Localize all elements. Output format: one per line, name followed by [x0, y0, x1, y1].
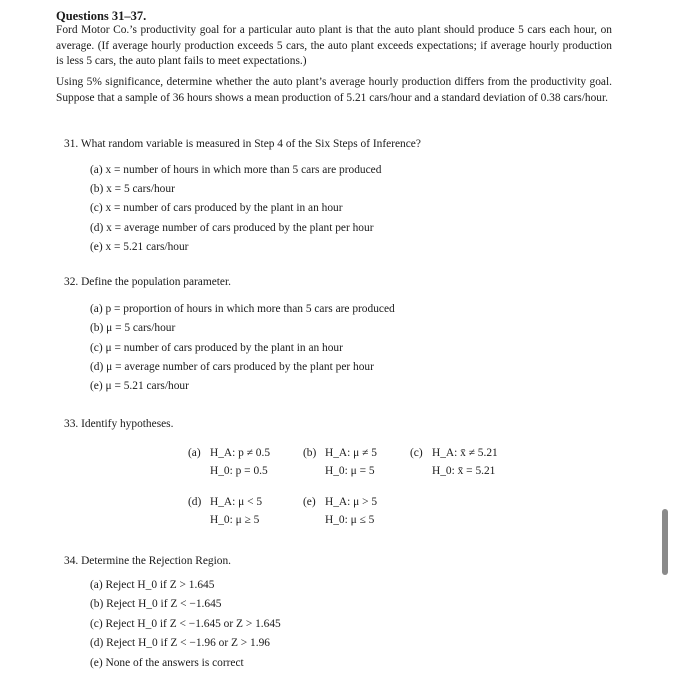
q34-option-c[interactable]: (c) Reject H_0 if Z < −1.645 or Z > 1.645: [90, 618, 281, 630]
q33-option-c-label: (c): [410, 447, 423, 459]
q33-option-e-h0: H_0: μ ≤ 5: [325, 514, 375, 526]
q32-option-d[interactable]: (d) μ = average number of cars produced by the plant per hour: [90, 361, 374, 373]
q31-option-a[interactable]: (a) x = number of hours in which more than 5 cars are produced: [90, 164, 382, 176]
section-heading: Questions 31–37.: [56, 9, 147, 23]
q33-option-b-ha: H_A: μ ≠ 5: [325, 447, 377, 459]
q33-option-d-ha: H_A: μ < 5: [210, 496, 263, 508]
q33-option-a-h0: H_0: p = 0.5: [210, 465, 268, 477]
q33-option-c-h0: H_0: x̄ = 5.21: [432, 465, 496, 477]
q33-option-d-label: (d): [188, 496, 202, 508]
q33-option-a[interactable]: [188, 444, 270, 480]
q33-option-b-h0: H_0: μ = 5: [325, 465, 375, 477]
intro-paragraph-2: Using 5% significance, determine whether the auto plant’s average hourly production differs from the productivity goal. Suppose that a sample of 36 hours shows a mean production of 5.21 cars/hour and a standard deviation of 0.38 cars/hour.: [56, 76, 612, 104]
q33-option-e[interactable]: [303, 493, 377, 529]
question-34-prompt: 34. Determine the Rejection Region.: [64, 555, 232, 567]
q34-option-d[interactable]: (d) Reject H_0 if Z < −1.96 or Z > 1.96: [90, 637, 270, 649]
q31-option-b[interactable]: (b) x = 5 cars/hour: [90, 183, 175, 195]
q33-option-e-label: (e): [303, 496, 316, 508]
question-31-prompt: 31. What random variable is measured in Step 4 of the Six Steps of Inference?: [64, 138, 421, 150]
question-33-prompt: 33. Identify hypotheses.: [64, 418, 174, 430]
q33-option-d-h0: H_0: μ ≥ 5: [210, 514, 260, 526]
q33-option-b[interactable]: [303, 444, 377, 480]
q33-option-c[interactable]: [410, 444, 498, 480]
q32-option-e[interactable]: (e) μ = 5.21 cars/hour: [90, 380, 189, 392]
q31-option-e[interactable]: (e) x = 5.21 cars/hour: [90, 241, 189, 253]
q33-option-d[interactable]: [188, 493, 262, 529]
q31-option-d[interactable]: (d) x = average number of cars produced by the plant per hour: [90, 222, 374, 234]
q34-option-b[interactable]: (b) Reject H_0 if Z < −1.645: [90, 598, 222, 610]
q34-option-e[interactable]: (e) None of the answers is correct: [90, 657, 244, 669]
vertical-scrollbar[interactable]: [662, 509, 668, 575]
q33-option-b-label: (b): [303, 447, 317, 459]
q32-option-a[interactable]: (a) p = proportion of hours in which more than 5 cars are produced: [90, 303, 395, 315]
q34-option-a[interactable]: (a) Reject H_0 if Z > 1.645: [90, 579, 215, 591]
q33-option-e-ha: H_A: μ > 5: [325, 496, 378, 508]
q32-option-b[interactable]: (b) μ = 5 cars/hour: [90, 322, 176, 334]
question-32-prompt: 32. Define the population parameter.: [64, 276, 232, 288]
q33-option-a-ha: H_A: p ≠ 0.5: [210, 447, 271, 459]
q32-option-c[interactable]: (c) μ = number of cars produced by the plant in an hour: [90, 342, 343, 354]
q33-option-a-label: (a): [188, 447, 201, 459]
q31-option-c[interactable]: (c) x = number of cars produced by the plant in an hour: [90, 202, 343, 214]
q33-option-c-ha: H_A: x̄ ≠ 5.21: [432, 447, 498, 459]
intro-paragraph-1: Ford Motor Co.’s productivity goal for a particular auto plant is that the auto plant should produce 5 cars each hour, on average. (If average hourly production exceeds 5 cars, the auto plant exceeds expectations; if average hourly production is less 5 cars, the auto plant fails to meet expectations.): [56, 24, 612, 67]
